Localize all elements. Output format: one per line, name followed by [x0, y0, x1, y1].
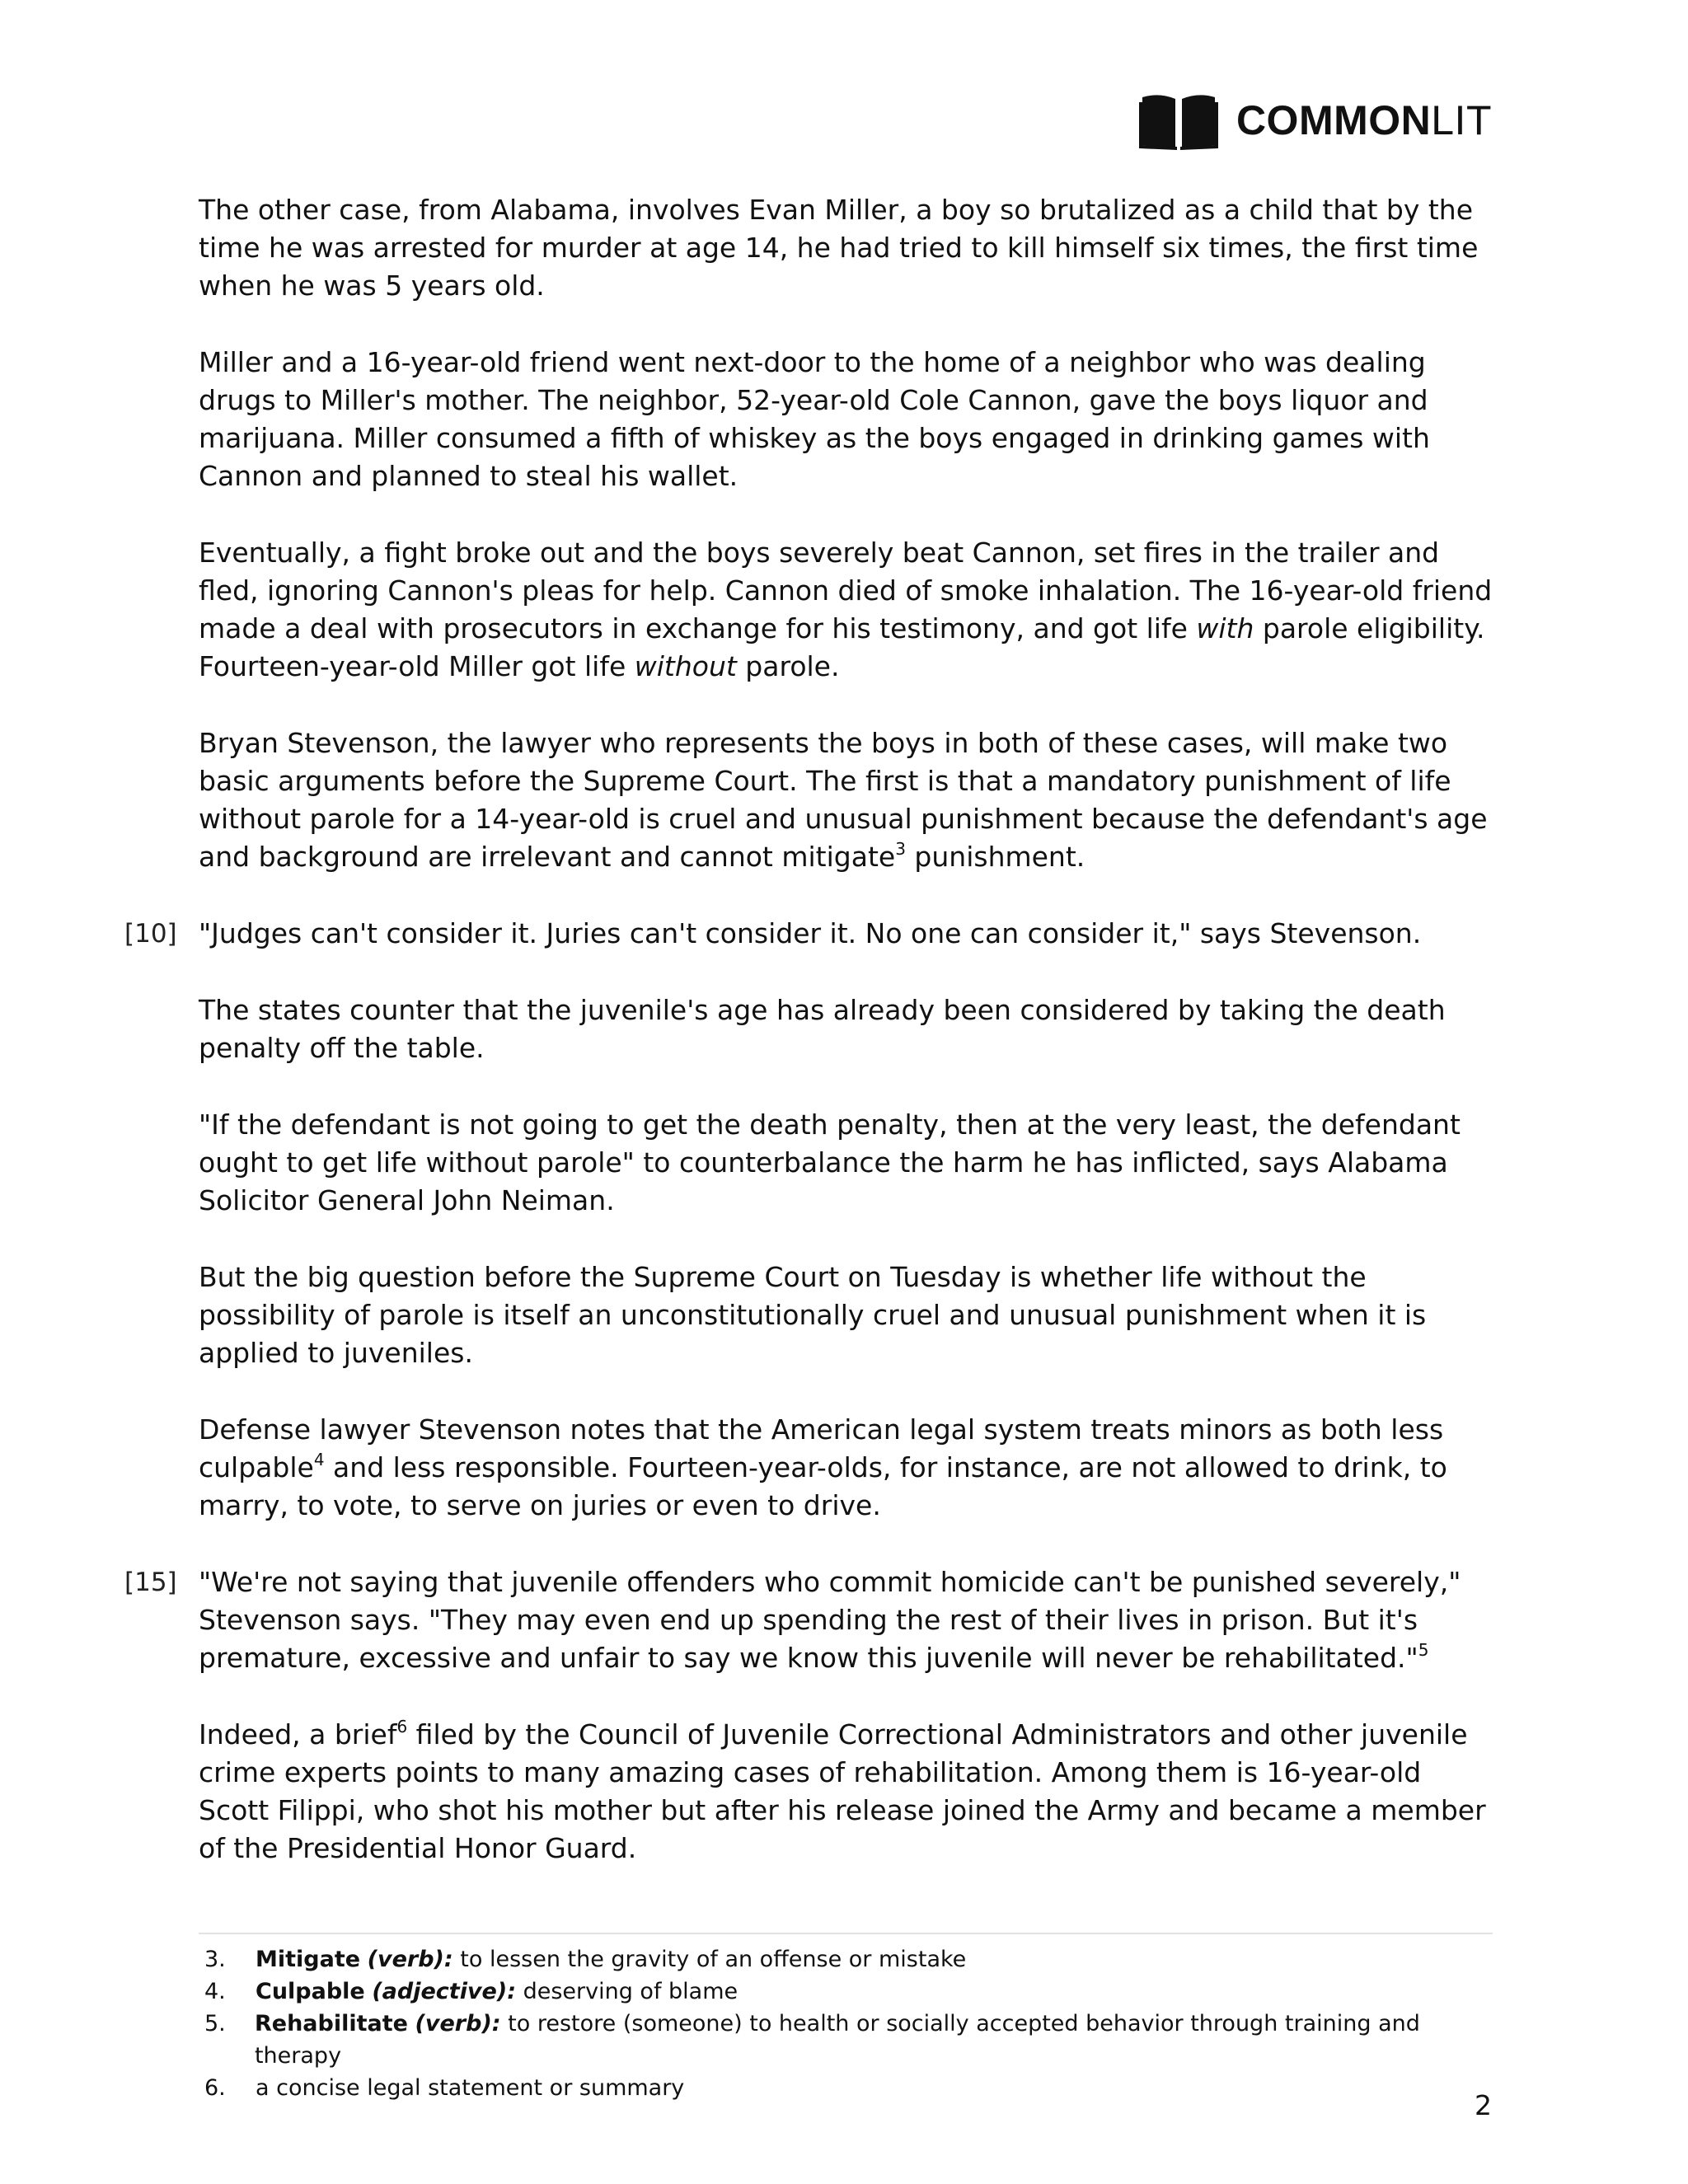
paragraph: [199, 991, 1493, 1067]
paragraph: [199, 724, 1493, 876]
footnote-number: 4.: [204, 1979, 226, 2004]
footnote-definition: deserving of blame: [516, 1979, 738, 2004]
emphasis-text: without: [634, 650, 737, 682]
paragraph-number: [10]: [124, 919, 177, 949]
paragraph: [199, 191, 1493, 305]
footnote-ref: 5: [1418, 1640, 1429, 1660]
paragraph-text: "Judges can't consider it. Juries can't consider it. No one can consider it," says Stevenson.: [199, 917, 1422, 949]
footnote-part-of-speech: (verb):: [367, 1947, 453, 1972]
footnote-item: [199, 1943, 1493, 1975]
footnote-definition: a concise legal statement or summary: [256, 2075, 685, 2101]
footnote-body: [256, 2072, 684, 2104]
paragraph-text: Miller and a 16-year-old friend went next-door to the home of a neighbor who was dealing drugs to Miller's mother. The neighbor, 52-year-old Cole Cannon, gave the boys liquor and marijuana. Miller consumed a fifth of whiskey as the boys engaged in drinking games with Cannon and planned to steal his wallet.: [199, 346, 1430, 492]
paragraph: [199, 534, 1493, 686]
footnote-divider: [199, 1933, 1493, 1934]
footnote-number: 5.: [204, 2011, 226, 2036]
footnote-number: 6.: [204, 2075, 226, 2101]
paragraph-text: and less responsible. Fourteen-year-olds, for instance, are not allowed to drink, to marry, to vote, to serve on juries or even to drive.: [199, 1451, 1447, 1521]
paragraph: [199, 1258, 1493, 1372]
paragraph: [124, 915, 1493, 953]
footnote-ref: 3: [895, 839, 906, 859]
paragraph-text: Eventually, a fight broke out and the boys severely beat Cannon, set fires in the trailer and fled, ignoring Cannon's pleas for help. Cannon died of smoke inhalation. The 16-year-old friend made a deal with prosecutors in exchange for his testimony, and got life: [199, 537, 1493, 644]
paragraph-text: Defense lawyer Stevenson notes that the American legal system treats minors as both less culpable: [199, 1413, 1444, 1483]
footnote-ref: 4: [313, 1450, 325, 1469]
paragraph: [199, 1411, 1493, 1525]
paragraph-text: parole eligibility. Fourteen-year-old Miller got life: [199, 612, 1485, 682]
footnote-body: [256, 1975, 738, 2008]
brand-name: COMMONLIT: [1236, 97, 1492, 143]
paragraph: [124, 1563, 1493, 1677]
footnote-body: [255, 2008, 1493, 2072]
page-number: 2: [1475, 2089, 1492, 2121]
paragraph-text: The states counter that the juvenile's age has already been considered by taking the death penalty off the table.: [199, 994, 1446, 1064]
paragraph-text: But the big question before the Supreme Court on Tuesday is whether life without the possibility of parole is itself an unconstitutionally cruel and unusual punishment when it is applied to juveniles.: [199, 1261, 1427, 1369]
paragraph: [199, 344, 1493, 495]
footnote-term: Rehabilitate: [254, 2011, 408, 2036]
footnote-number: 3.: [204, 1947, 226, 1972]
paragraph-text: Indeed, a brief: [199, 1718, 397, 1750]
footnote-item: [199, 2072, 1493, 2104]
paragraph-text: The other case, from Alabama, involves Evan Miller, a boy so brutalized as a child that by the time he was arrested for murder at age 14, he had tried to kill himself six times, the first time when he was 5 years old.: [199, 194, 1479, 302]
footnote-ref: 6: [396, 1717, 408, 1736]
paragraph-text: Bryan Stevenson, the lawyer who represents the boys in both of these cases, will make two basic arguments before the Supreme Court. The first is that a mandatory punishment of life without parole for a 14-year-old is cruel and unusual punishment because the defendant's age and background are irrelevant and cannot mitigate: [199, 727, 1488, 873]
commonlit-logo: [1139, 91, 1492, 150]
paragraph-text: punishment.: [905, 841, 1085, 873]
paragraph-text: "If the defendant is not going to get the death penalty, then at the very least, the defendant ought to get life without parole" to counterbalance the harm he has inflicted, says Alabama Solicitor General John Neiman.: [199, 1108, 1461, 1216]
footnote-term: Culpable: [256, 1979, 365, 2004]
footnote-part-of-speech: (verb):: [415, 2011, 501, 2036]
paragraph-text: parole.: [736, 650, 840, 682]
paragraph: [199, 1106, 1493, 1220]
paragraph-text: filed by the Council of Juvenile Correctional Administrators and other juvenile crime experts points to many amazing cases of rehabilitation. Among them is 16-year-old Scott Filippi, who shot his mother but after his release joined the Army and became a member of the Presidential Honor Guard.: [199, 1718, 1486, 1864]
footnotes: [199, 1943, 1493, 2104]
paragraph-number: [15]: [124, 1568, 177, 1597]
paragraph-text: "We're not saying that juvenile offenders who commit homicide can't be punished severely," Stevenson says. "They may even end up spending the rest of their lives in prison. But it's premature, excessive and unfair to say we know this juvenile will never be rehabilitated.": [199, 1566, 1461, 1674]
footnote-definition: to restore (someone) to health or socially accepted behavior through training and therapy: [254, 2011, 1420, 2069]
paragraph: [199, 1716, 1493, 1868]
footnote-definition: to lessen the gravity of an offense or mistake: [452, 1947, 967, 1972]
emphasis-text: with: [1196, 612, 1254, 644]
open-book-icon: [1139, 91, 1218, 150]
footnote-item: [199, 1975, 1493, 2008]
footnote-term: Mitigate: [256, 1947, 361, 1972]
article-body: [124, 191, 1493, 1906]
footnote-body: [256, 1943, 966, 1975]
footnote-item: [199, 2008, 1493, 2072]
footnote-part-of-speech: (adjective):: [372, 1979, 516, 2004]
